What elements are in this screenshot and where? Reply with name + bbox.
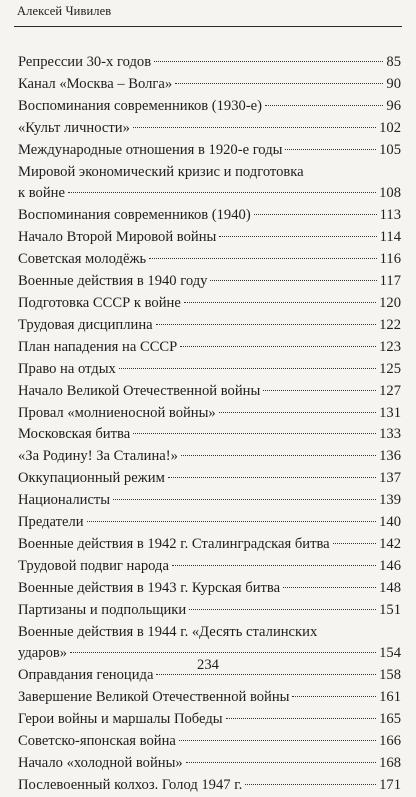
toc-entry-line [18, 403, 401, 425]
dot-leader [133, 127, 376, 128]
toc-entry-line [18, 490, 401, 512]
toc-entry-line [18, 468, 401, 490]
toc-entry-page: 127 [379, 382, 401, 399]
toc-entry-title: Трудовая дисциплина [18, 316, 153, 333]
toc-entry-line [18, 687, 401, 709]
toc-entry-line [18, 359, 401, 381]
toc-entry-title: Подготовка СССР к войне [18, 294, 181, 311]
toc-entry [18, 512, 401, 534]
dot-leader [172, 565, 376, 566]
toc-entry [18, 337, 401, 359]
toc-entry-title: Трудовой подвиг народа [18, 557, 169, 574]
toc-entry-title: Завершение Великой Отечественной войны [18, 689, 290, 706]
toc-entry-page: 120 [379, 294, 401, 311]
toc-entry [18, 753, 401, 775]
toc-entry-page: 123 [379, 338, 401, 355]
toc-entry [18, 118, 401, 140]
toc-entry-title: Военные действия в 1943 г. Курская битва [18, 579, 281, 596]
toc-entry-page: 154 [379, 645, 401, 662]
toc-entry [18, 52, 401, 74]
dot-leader [68, 192, 376, 193]
toc-entry-title: Военные действия в 1942 г. Сталинградская битва [18, 535, 330, 552]
toc-entry-line [18, 534, 401, 556]
toc-entry-title-continued: ударов» [18, 645, 68, 662]
toc-entry-line [18, 775, 401, 797]
toc-entry [18, 775, 401, 797]
toc-entry-title: Международные отношения в 1920-е годы [18, 141, 283, 158]
dot-leader [119, 368, 376, 369]
toc-entry-title: План нападения на СССР [18, 338, 178, 355]
dot-leader [154, 61, 383, 62]
running-head: Алексей Чивилев [17, 4, 112, 18]
dot-leader [333, 543, 376, 544]
dot-leader [70, 652, 376, 653]
toc-entry-title: Воспоминания современников (1930-е) [18, 97, 263, 114]
toc-entry [18, 490, 401, 512]
toc-entry-page: 116 [379, 251, 401, 268]
toc-entry-title: Московская битва [18, 426, 131, 443]
toc-entry-line [18, 249, 401, 271]
toc-entry-page: 137 [379, 470, 401, 487]
toc-entry-title: Право на отдых [18, 360, 116, 377]
toc-entry-page: 161 [379, 689, 401, 706]
toc-entry-title: Герои войны и маршалы Победы [18, 711, 223, 728]
toc-entry-page: 151 [379, 601, 401, 618]
toc-entry [18, 227, 401, 249]
toc-entry [18, 578, 401, 600]
toc-entry-page: 114 [379, 229, 401, 246]
toc-entry-title: Начало «холодной войны» [18, 755, 183, 771]
dot-leader [113, 499, 376, 500]
dot-leader [87, 521, 377, 522]
toc-entry [18, 140, 401, 162]
dot-leader [219, 236, 376, 237]
toc-entry-title: Предатели [18, 514, 84, 531]
dot-leader [184, 302, 376, 303]
toc-entry-page: 140 [379, 514, 401, 531]
toc-entry [18, 315, 401, 337]
toc-entry [18, 249, 401, 271]
toc-entry-line [18, 731, 401, 753]
toc-entry [18, 687, 401, 709]
toc-entry [18, 162, 401, 206]
toc-entry-page: 108 [379, 185, 401, 202]
toc-entry-line [18, 709, 401, 731]
toc-entry [18, 600, 401, 622]
toc-entry [18, 556, 401, 578]
dot-leader [180, 346, 376, 347]
toc-entry [18, 468, 401, 490]
toc-entry-line [18, 118, 401, 140]
toc-entry-title: Послевоенный колхоз. Голод 1947 г. [18, 776, 243, 793]
toc-entry-page: 165 [379, 711, 401, 728]
toc-entry-title: Военные действия в 1940 году [18, 273, 208, 290]
toc-entry [18, 96, 401, 118]
dot-leader [285, 149, 376, 150]
toc-entry-title: «Культ личности» [18, 119, 130, 136]
toc-entry-title: Начало Великой Отечественной войны [18, 382, 261, 399]
toc-entry-page: 146 [379, 557, 401, 574]
toc-entry-title-continued: к войне [18, 185, 65, 202]
dot-leader [179, 740, 376, 741]
dot-leader [210, 280, 376, 281]
toc-entry-page: 142 [379, 535, 401, 552]
toc-entry-title: Воспоминания современников (1940) [18, 207, 251, 224]
dot-leader [283, 587, 376, 588]
toc-entry-page: 122 [379, 316, 401, 333]
toc-entry-line [18, 205, 401, 227]
toc-entry-page: 131 [379, 404, 401, 421]
dot-leader [245, 784, 376, 785]
toc-entry-title: Канал «Москва – Волга» [18, 75, 173, 92]
dot-leader [175, 83, 383, 84]
toc-entry [18, 205, 401, 227]
dot-leader [181, 455, 376, 456]
toc-entry-title: Мировой экономический кризис и подготовка [18, 163, 304, 180]
toc-entry-title: Советская молодёжь [18, 251, 147, 268]
toc-entry-title: Оправдания геноцида [18, 667, 154, 684]
toc-entry-line [18, 74, 401, 96]
toc-entry [18, 74, 401, 96]
dot-leader [254, 214, 377, 215]
toc-entry-line [18, 183, 401, 205]
toc-entry-line [18, 140, 401, 162]
toc-entry-line [18, 446, 401, 468]
toc-entry-line [18, 578, 401, 600]
page-number: 234 [197, 657, 219, 673]
toc-entry-page: 113 [379, 207, 401, 224]
toc-entry-page: 158 [379, 667, 401, 684]
dot-leader [168, 477, 376, 478]
toc-entry-page: 133 [379, 426, 401, 443]
toc-entry-page: 148 [379, 579, 401, 596]
toc-entry-page: 117 [379, 273, 401, 290]
toc-entry-line [18, 227, 401, 249]
toc-entry-title: Оккупационный режим [18, 470, 165, 487]
toc-entry-line [18, 315, 401, 337]
dot-leader [149, 258, 376, 259]
toc-entry-line [18, 381, 401, 403]
dot-leader [156, 324, 376, 325]
toc-entry-line [18, 424, 401, 446]
toc-entry-page: 96 [386, 97, 401, 114]
toc-entry-line [18, 556, 401, 578]
toc-entry [18, 381, 401, 403]
dot-leader [156, 674, 376, 675]
toc-entry-page: 105 [379, 141, 401, 158]
toc-entry-line [18, 271, 401, 293]
toc-entry-line [18, 600, 401, 622]
toc-entry-page: 102 [379, 119, 401, 136]
toc-entry-title: Провал «молниеносной войны» [18, 404, 216, 421]
toc-entry-page: 139 [379, 492, 401, 509]
toc-entry-title: Националисты [18, 492, 111, 509]
toc-entry-page: 168 [379, 755, 401, 771]
toc-entry [18, 446, 401, 468]
dot-leader [219, 412, 376, 413]
header-rule [14, 26, 402, 27]
toc-entry-page: 125 [379, 360, 401, 377]
toc-entry [18, 403, 401, 425]
dot-leader [265, 105, 383, 106]
toc-entry-page: 171 [379, 776, 401, 793]
toc-entry-line [18, 293, 401, 315]
toc-entry-page: 166 [379, 733, 401, 750]
toc-entry [18, 424, 401, 446]
table-of-contents [18, 52, 401, 797]
toc-entry [18, 731, 401, 753]
toc-entry-title: Репрессии 30-х годов [18, 54, 152, 70]
toc-entry [18, 293, 401, 315]
dot-leader [226, 718, 377, 719]
toc-entry-line [18, 512, 401, 534]
dot-leader [133, 433, 376, 434]
toc-entry [18, 271, 401, 293]
toc-entry-title: Советско-японская война [18, 733, 176, 750]
toc-entry-title: Партизаны и подпольщики [18, 601, 187, 618]
toc-entry [18, 534, 401, 556]
toc-entry-line [18, 96, 401, 118]
toc-entry-title: «За Родину! За Сталина!» [18, 448, 178, 465]
toc-entry-page: 85 [386, 54, 401, 70]
toc-entry-title: Начало Второй Мировой войны [18, 229, 217, 246]
toc-entry-line [18, 52, 401, 74]
toc-entry-line [18, 337, 401, 359]
dot-leader [186, 762, 376, 763]
toc-entry-page: 136 [379, 448, 401, 465]
dot-leader [189, 609, 376, 610]
dot-leader [292, 696, 376, 697]
toc-entry [18, 359, 401, 381]
toc-entry-page: 90 [386, 75, 401, 92]
toc-entry [18, 709, 401, 731]
toc-entry-title: Военные действия в 1944 г. «Десять сталинских [18, 623, 318, 640]
dot-leader [263, 390, 376, 391]
toc-entry-line [18, 753, 401, 775]
